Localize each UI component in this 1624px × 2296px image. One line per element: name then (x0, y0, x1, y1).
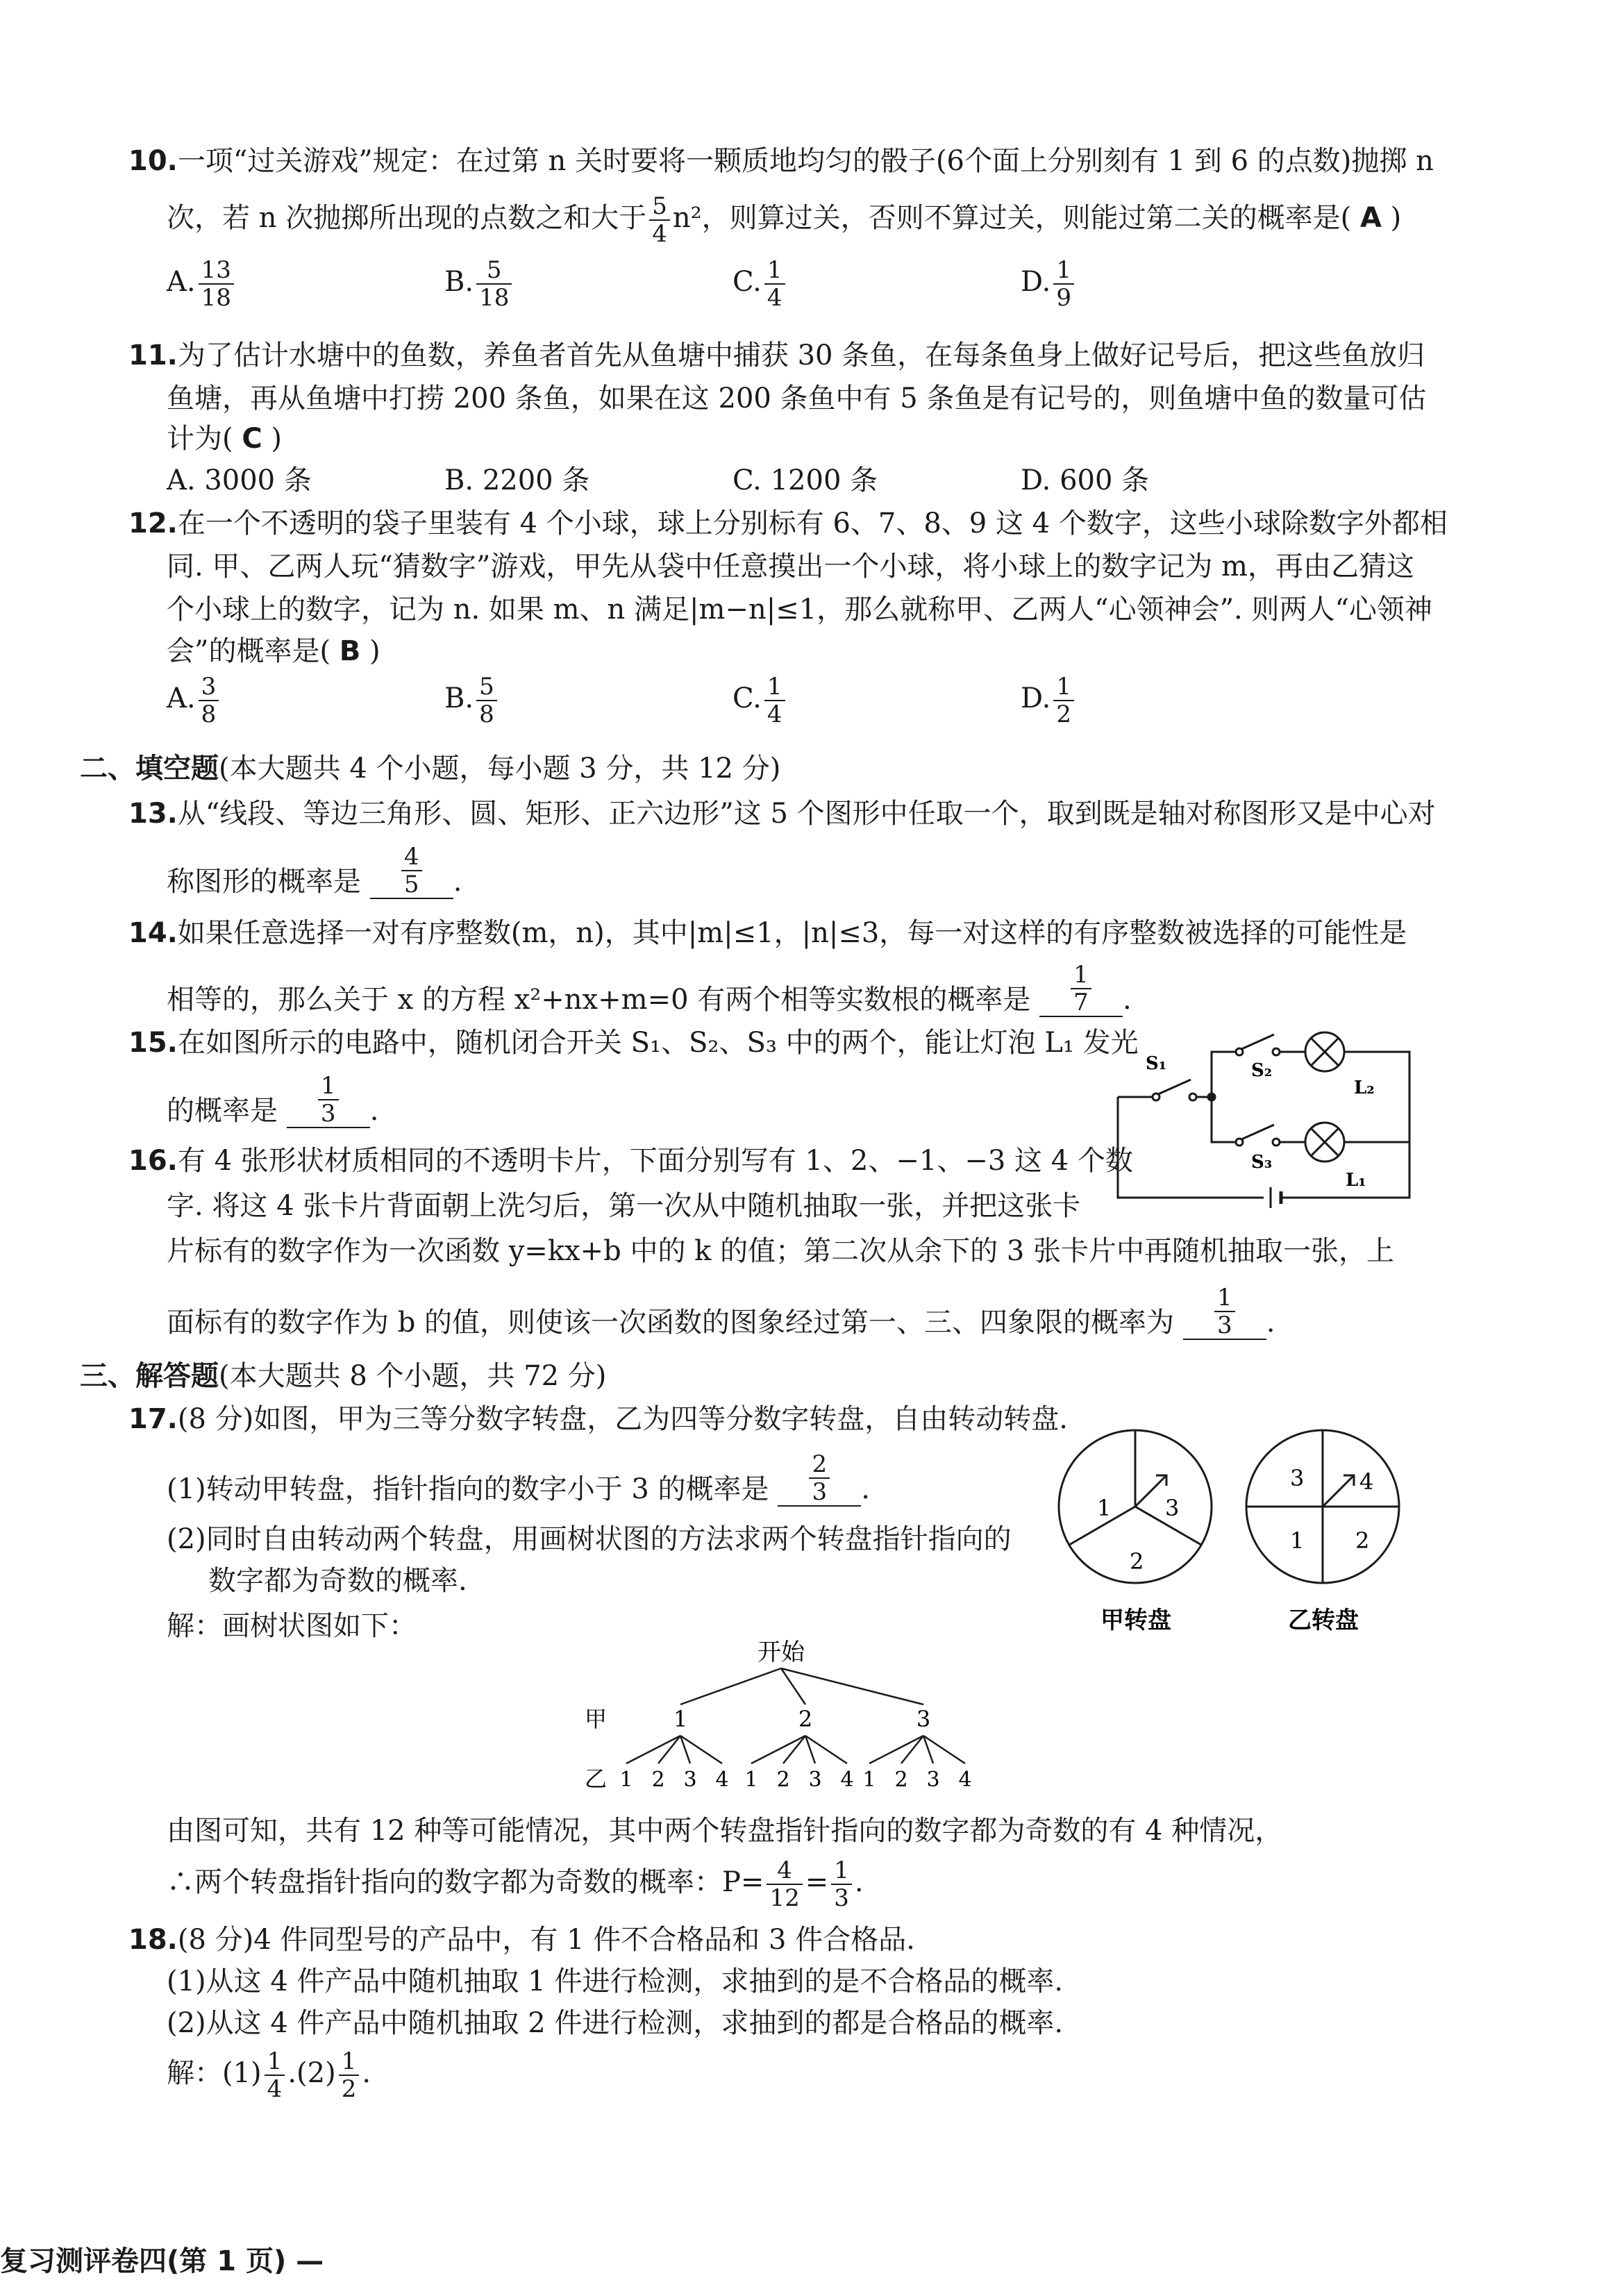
q13-line2: 称图形的概率是 $\frac{4}{5}$ . (167, 843, 462, 898)
page-footer: 复习测评卷四(第 1 页) — (0, 2245, 324, 2277)
q17-part1-answer: $\frac{2}{3}$ (809, 1451, 830, 1505)
q13-line1: 13.从“线段、等边三角形、圆、矩形、正六边形”这 5 个图形中任取一个，取到既是轴对称图形又是中心对 (128, 798, 1436, 830)
spinner-b-number: 3 (1290, 1465, 1305, 1491)
q12-line2: 同. 甲、乙两人玩“猜数字”游戏，甲先从袋中任意摸出一个小球，将小球上的数字记为 m，再由乙猜这 (167, 551, 1414, 583)
q18-line1: 18.(8 分)4 件同型号的产品中，有 1 件不合格品和 3 件合格品. (128, 1924, 915, 1956)
tree-leaf: 3 (683, 1768, 697, 1792)
q12-line3: 个小球上的数字，记为 n. 如果 m、n 满足|m−n|≤1，那么就称甲、乙两人“心领神会”. 则两人“心领神 (167, 594, 1432, 626)
q10-option-c: C. $\frac{1}{4}$ (733, 257, 788, 311)
tree-leaf: 2 (651, 1768, 665, 1792)
spinner-a-pointer (1135, 1475, 1166, 1507)
q17-solution-intro: 解：画树状图如下： (167, 1610, 417, 1642)
q16-line4: 面标有的数字作为 b 的值，则使该一次函数的图象经过第一、三、四象限的概率为 $\frac{1}{3}$ . (167, 1284, 1275, 1339)
q17-part2b: 数字都为奇数的概率. (208, 1565, 467, 1597)
tree-edges-level1 (680, 1668, 923, 1704)
q10-fraction: $\frac{5}{4}$ (649, 193, 670, 247)
q18-solution: 解：(1) $\frac{1}{4}$ .(2) $\frac{1}{2}$ . (167, 2047, 371, 2103)
q17-line1: 17.(8 分)如图，甲为三等分数字转盘，乙为四等分数字转盘，自由转动转盘. (128, 1403, 1068, 1435)
tree-leaf: 2 (776, 1768, 790, 1792)
q11-option-a: A. 3000 条 (167, 464, 312, 496)
spinner-a-number: 3 (1165, 1495, 1180, 1521)
spinner-a-number: 1 (1097, 1495, 1112, 1521)
q10-line1: 10.一项“过关游戏”规定：在过第 n 关时要将一颗质地均匀的骰子(6个面上分别刻有 1 到 6 的点数)抛掷 n (128, 145, 1434, 177)
tree-edges-level2 (626, 1736, 965, 1763)
q16-answer: $\frac{1}{3}$ (1214, 1284, 1235, 1339)
spinner-b-number: 4 (1359, 1468, 1374, 1495)
circuit-diagram (1104, 1014, 1423, 1222)
q14-line2: 相等的，那么关于 x 的方程 x²+nx+m=0 有两个相等实数根的概率是 $\frac{1}{7}$ . (167, 961, 1132, 1016)
tree-leaf: 1 (619, 1768, 633, 1792)
q12-line4: 会”的概率是( B ) (167, 635, 380, 667)
circuit-wire-left-bottom (1118, 1097, 1264, 1198)
q12-option-a: A. $\frac{3}{8}$ (167, 673, 221, 728)
tree-leaf: 3 (926, 1768, 940, 1792)
q12-line1: 12.在一个不透明的袋子里装有 4 个小球，球上分别标有 6、7、8、9 这 4 个数字，这些小球除数字外都相 (128, 508, 1448, 539)
tree-leaf: 1 (744, 1768, 758, 1792)
spinner-b-label: 乙转盘 (1288, 1607, 1359, 1634)
q11-option-b: B. 2200 条 (444, 464, 590, 496)
tree-root: 开始 (757, 1639, 805, 1666)
q10-line2: 次，若 n 次抛掷所出现的点数之和大于 $\frac{5}{4}$ n²，则算过关，否则不算过关，则能过第二关的概率是( A ) (167, 192, 1402, 248)
tree-leaf: 4 (958, 1768, 972, 1792)
q11-answer: C (242, 423, 262, 455)
switch-s3-label: S₃ (1251, 1152, 1273, 1173)
spinners-figure (1055, 1427, 1416, 1642)
spinner-a-label: 甲转盘 (1100, 1607, 1171, 1634)
q12-answer: B (339, 635, 361, 667)
tree-leaf: 4 (840, 1768, 854, 1792)
q16-line2: 字. 将这 4 张卡片背面朝上洗匀后，第一次从中随机抽取一张，并把这张卡 (167, 1190, 1081, 1222)
tree-leaf: 3 (808, 1768, 822, 1792)
q10-option-d: D. $\frac{1}{9}$ (1021, 257, 1077, 311)
q16-line3: 片标有的数字作为一次函数 y=kx+b 中的 k 的值；第二次从余下的 3 张卡片中再随机抽取一张，上 (167, 1235, 1395, 1267)
q10-option-b: B. $\frac{5}{18}$ (444, 257, 514, 311)
q11-line3: 计为( C ) (167, 423, 283, 455)
tree-node-jia: 2 (798, 1706, 813, 1732)
q14-line1: 14.如果任意选择一对有序整数(m，n)，其中|m|≤1，|n|≤3，每一对这样的有序整数被选择的可能性是 (128, 917, 1407, 949)
q10-option-a: A. $\frac{13}{18}$ (167, 257, 237, 311)
q17-part2a: (2)同时自由转动两个转盘，用画树状图的方法求两个转盘指针指向的 (167, 1523, 1012, 1555)
q11-line1: 11.为了估计水塘中的鱼数，养鱼者首先从鱼塘中捕获 30 条鱼，在每条鱼身上做好记号后，把这些鱼放归 (128, 340, 1425, 371)
tree-leaf: 1 (862, 1768, 876, 1792)
q14-answer: $\frac{1}{7}$ (1071, 962, 1091, 1016)
tree-leaf: 2 (894, 1768, 908, 1792)
q17-result: 由图可知，共有 12 种等可能情况，其中两个转盘指针指向的数字都为奇数的有 4 种情况， (167, 1815, 1283, 1847)
spinner-b-number: 2 (1355, 1527, 1370, 1554)
q10-answer: A (1359, 202, 1382, 234)
q12-option-c: C. $\frac{1}{4}$ (733, 673, 788, 728)
q18-part1: (1)从这 4 件产品中随机抽取 1 件进行检测，求抽到的是不合格品的概率. (167, 1966, 1064, 1997)
tree-leaf: 4 (715, 1768, 729, 1792)
lamp-l2-label: L₂ (1354, 1078, 1375, 1098)
q17-conclusion: ∴两个转盘指针指向的数字都为奇数的概率：P= $\frac{4}{12}$ = $\frac{1}{3}$ . (167, 1857, 864, 1912)
lamp-l1-label: L₁ (1346, 1170, 1366, 1191)
spinner-b-number: 1 (1290, 1527, 1305, 1554)
q15-line1: 15.在如图所示的电路中，随机闭合开关 S₁、S₂、S₃ 中的两个，能让灯泡 L₁ 发光 (128, 1027, 1139, 1059)
tree-label-jia: 甲 (585, 1706, 608, 1732)
q17-part1: (1)转动甲转盘，指针指向的数字小于 3 的概率是 $\frac{2}{3}$ . (167, 1450, 870, 1506)
section-3-heading: 三、解答题(本大题共 8 个小题，共 72 分) (80, 1360, 607, 1392)
section-2-heading: 二、填空题(本大题共 4 个小题，每小题 3 分，共 12 分) (80, 753, 781, 785)
spinner-b-pointer (1323, 1475, 1354, 1507)
q15-answer: $\frac{1}{3}$ (318, 1073, 339, 1127)
q13-answer: $\frac{4}{5}$ (401, 844, 422, 898)
spinner-a-number: 2 (1130, 1548, 1144, 1575)
q18-part2: (2)从这 4 件产品中随机抽取 2 件进行检测，求抽到的都是合格品的概率. (167, 2007, 1064, 2039)
q11-option-d: D. 600 条 (1021, 464, 1150, 496)
q11-line2: 鱼塘，再从鱼塘中打捞 200 条鱼，如果在这 200 条鱼中有 5 条鱼是有记号的，则鱼塘中鱼的数量可估 (167, 383, 1427, 414)
q12-option-b: B. $\frac{5}{8}$ (444, 673, 500, 728)
q12-option-d: D. $\frac{1}{2}$ (1021, 673, 1077, 728)
q11-option-c: C. 1200 条 (733, 464, 878, 496)
tree-diagram (576, 1635, 1007, 1809)
q15-line2: 的概率是 $\frac{1}{3}$ . (167, 1072, 379, 1128)
tree-node-jia: 1 (673, 1706, 688, 1732)
tree-label-yi: 乙 (585, 1766, 608, 1792)
q16-line1: 16.有 4 张形状材质相同的不透明卡片，下面分别写有 1、2、−1、−3 这 4 个数 (128, 1145, 1133, 1177)
switch-s2-label: S₂ (1251, 1060, 1273, 1081)
switch-s1-label: S₁ (1146, 1053, 1167, 1074)
tree-node-jia: 3 (916, 1706, 931, 1732)
